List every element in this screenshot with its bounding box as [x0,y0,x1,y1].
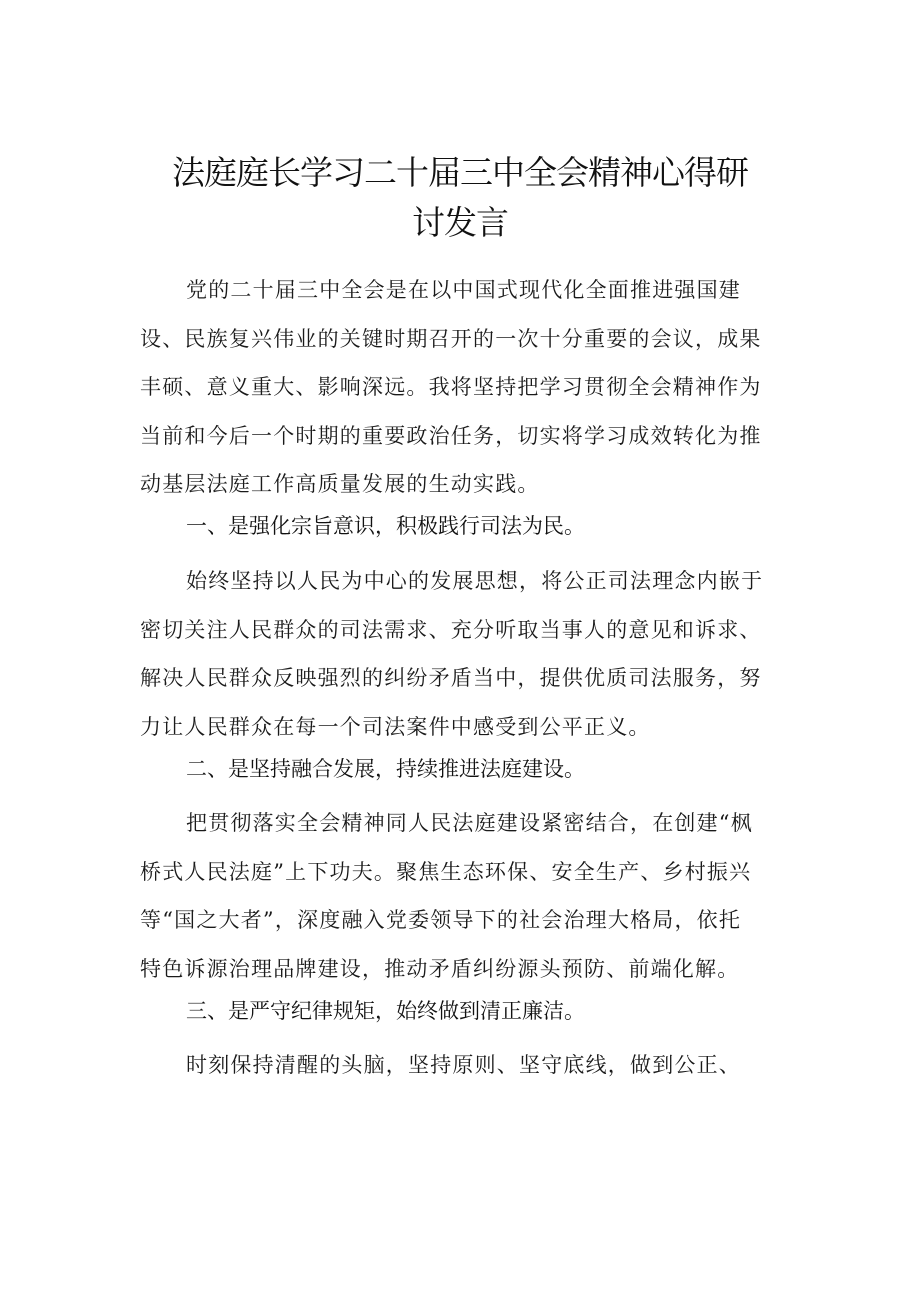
paragraph-line: 时刻保持清醒的头脑，坚持原则、坚守底线，做到公正、 [186,1053,741,1077]
paragraph-line: 解决人民群众反映强烈的纠纷矛盾当中，提供优质司法服务，努 [140,666,762,690]
section-heading: 三、是严守纪律规矩，始终做到清正廉洁。 [186,999,585,1023]
section-paragraph [140,1041,785,1090]
paragraph-line: 设、民族复兴伟业的关键时期召开的一次十分重要的会议，成果 [140,326,762,351]
title-line: 讨发言 [412,203,508,242]
section-heading: 一、是强化宗旨意识，积极践行司法为民。 [186,514,585,538]
document-title [140,148,780,248]
paragraph-line: 当前和今后一个时期的重要政治任务，切实将学习成效转化为推 [140,423,762,448]
paragraph-line: 把贯彻落实全会精神同人民法庭建设紧密结合，在创建“枫 [186,811,753,835]
paragraph-line: 桥式人民法庭”上下功夫。聚焦生态环保、安全生产、乡村振兴 [140,859,752,884]
paragraph-line: 党的二十届三中全会是在以中国式现代化全面推进强国建 [186,278,741,302]
paragraph-line: 丰硕、意义重大、影响深远。我将坚持把学习贯彻全会精神作为 [140,375,762,399]
section-paragraph [140,557,785,751]
paragraph-line: 力让人民群众在每一个司法案件中感受到公平正义。 [140,714,651,739]
section-heading: 二、是坚持融合发展，持续推进法庭建设。 [186,757,585,781]
section-paragraph [140,799,785,993]
paragraph-line: 动基层法庭工作高质量发展的生动实践。 [140,472,540,496]
paragraph-line: 始终坚持以人民为中心的发展思想，将公正司法理念内嵌于 [186,569,764,593]
paragraph-line: 密切关注人民群众的司法需求、充分听取当事人的意见和诉求、 [140,617,762,642]
title-line: 法庭庭长学习二十届三中全会精神心得研 [172,153,748,192]
paragraph-line: 特色诉源治理品牌建设，推动矛盾纠纷源头预防、前端化解。 [140,956,740,981]
paragraph-line: 等“国之大者”，深度融入党委领导下的社会治理大格局，依托 [140,908,742,932]
intro-paragraph [140,266,785,509]
